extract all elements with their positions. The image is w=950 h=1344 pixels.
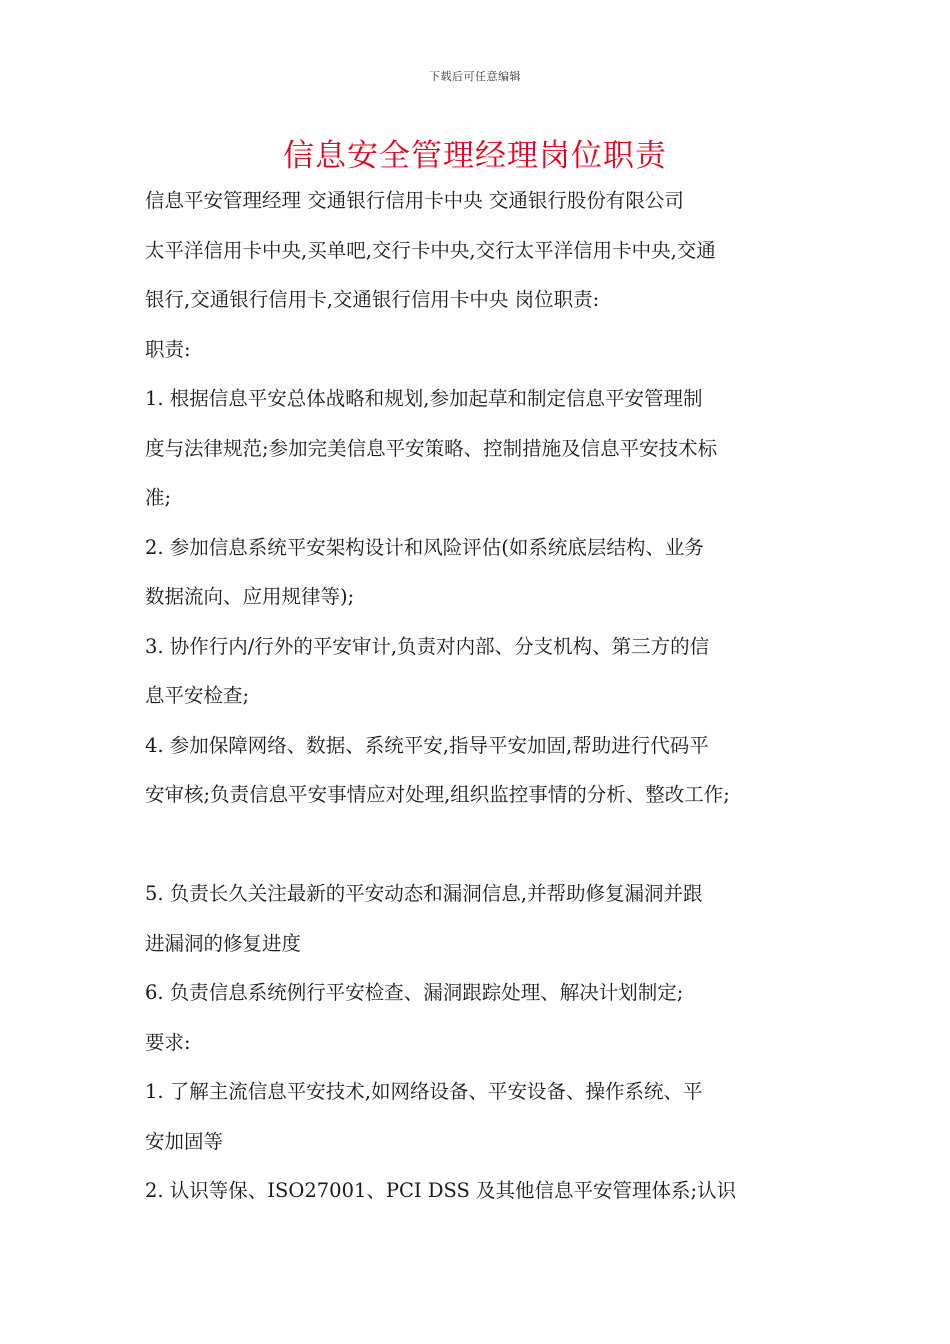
duty-3-line-2: 息平安检查; — [145, 684, 250, 707]
duty-1-line-3: 准; — [145, 486, 172, 509]
duty-5-line-1: 5. 负责长久关注最新的平安动态和漏洞信息,并帮助修复漏洞并跟 — [145, 882, 703, 905]
duty-2-line-1: 2. 参加信息系统平安架构设计和风险评估(如系统底层结构、业务 — [145, 535, 704, 559]
intro-line-2: 太平洋信用卡中央,买单吧,交行卡中央,交行太平洋信用卡中央,交通 — [145, 238, 716, 262]
paragraph-gap — [145, 820, 810, 870]
intro-line-1: 信息平安管理经理 交通银行信用卡中央 交通银行股份有限公司 — [145, 189, 684, 212]
duty-1-line-2: 度与法律规范;参加完美信息平安策略、控制措施及信息平安技术标 — [145, 436, 718, 460]
duty-3-line-1: 3. 协作行内/行外的平安审计,负责对内部、分支机构、第三方的信 — [145, 634, 710, 658]
page-title: 信息安全管理经理岗位职责 — [283, 138, 667, 174]
header-note: 下载后可任意编辑 — [429, 70, 521, 83]
document-body — [145, 176, 810, 1216]
duty-6: 6. 负责信息系统例行平安检查、漏洞跟踪处理、解决计划制定; — [145, 981, 684, 1004]
duty-4-line-2: 安审核;负责信息平安事情应对处理,组织监控事情的分析、整改工作; — [145, 783, 730, 806]
requirements-heading: 要求: — [145, 1030, 191, 1054]
duty-4-line-1: 4. 参加保障网络、数据、系统平安,指导平安加固,帮助进行代码平 — [145, 733, 709, 757]
req-2-line-1: 2. 认识等保、ISO27001、PCI DSS 及其他信息平安管理体系;认识 — [145, 1179, 737, 1202]
req-1-line-2: 安加固等 — [145, 1129, 224, 1153]
req-1-line-1: 1. 了解主流信息平安技术,如网络设备、平安设备、操作系统、平 — [145, 1080, 703, 1103]
duty-1-line-1: 1. 根据信息平安总体战略和规划,参加起草和制定信息平安管理制 — [145, 387, 703, 410]
duty-2-line-2: 数据流向、应用规律等); — [145, 585, 355, 608]
duty-5-line-2: 进漏洞的修复进度 — [145, 931, 302, 955]
duties-heading: 职责: — [145, 337, 191, 361]
intro-line-3: 银行,交通银行信用卡,交通银行信用卡中央 岗位职责: — [145, 288, 600, 311]
